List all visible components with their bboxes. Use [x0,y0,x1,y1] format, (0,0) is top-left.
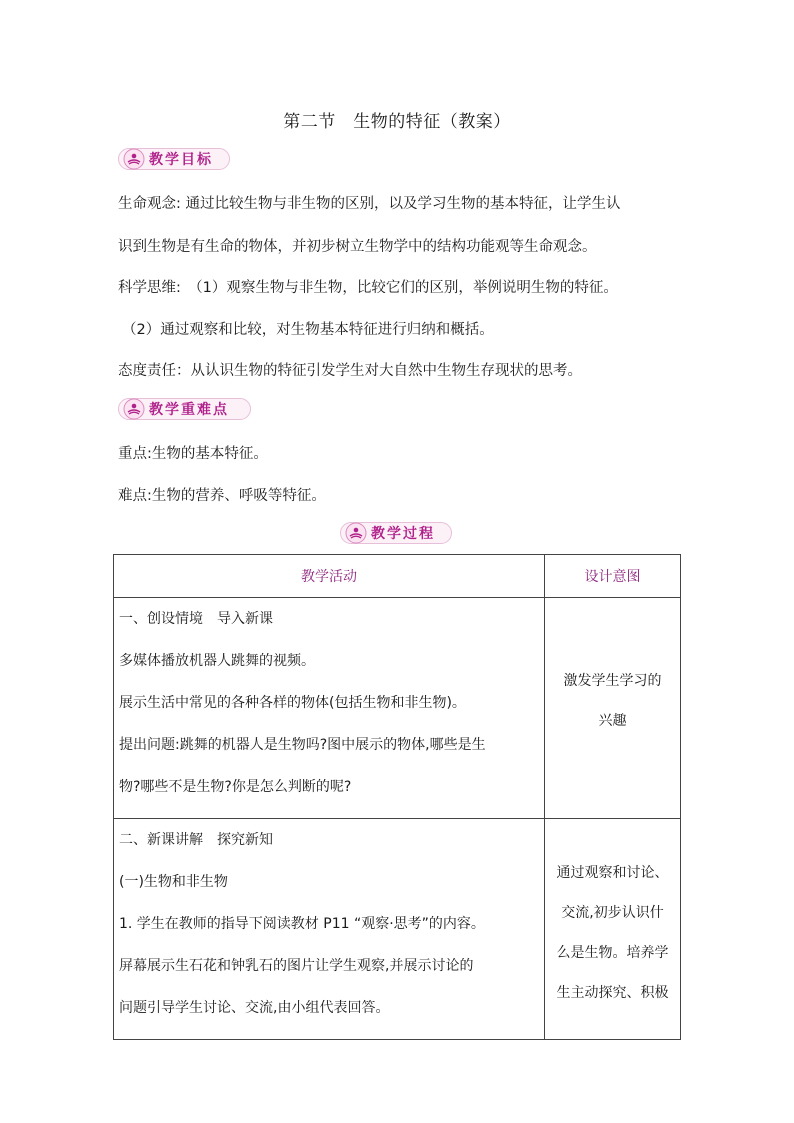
keypoint-difficulty: 难点:生物的营养、呼吸等特征。 [118,488,326,504]
header-intent: 设计意图 [545,555,681,598]
section-badge-label: 教学过程 [371,526,435,542]
intent-line: 交流,初步认识什 [561,905,664,921]
goals-paragraph-4: （2）通过观察和比较，对生物基本特征进行归纳和概括。 [122,322,494,338]
table-row [114,598,681,819]
intent-line: 么是生物。培养学 [556,945,669,961]
section-badge-label: 教学目标 [149,152,213,168]
book-icon [345,522,367,544]
activity-line: 物?哪些不是生物?你是怎么判断的呢? [119,779,352,795]
section-badge-keypoints [118,398,251,420]
table-row [114,819,681,1040]
activity-line: (一)生物和非生物 [119,874,228,890]
intent-cell [545,819,681,1040]
teaching-process-table [113,554,681,1040]
goals-paragraph-1: 生命观念: 通过比较生物与非生物的区别，以及学习生物的基本特征，让学生认 [118,196,621,212]
activity-line: 屏幕展示生石花和钟乳石的图片让学生观察,并展示讨论的 [119,958,474,974]
section-badge-goals [118,148,230,170]
intent-line: 通过观察和讨论、 [556,865,669,881]
activity-line: 二、新课讲解 探究新知 [119,832,273,848]
activity-line: 1. 学生在教师的指导下阅读教材 P11 “观察·思考”的内容。 [119,916,485,932]
activity-line: 问题引导学生讨论、交流,由小组代表回答。 [119,1000,390,1016]
goals-paragraph-2: 识到生物是有生命的物体，并初步树立生物学中的结构功能观等生命观念。 [118,239,597,255]
header-activity: 教学活动 [114,555,545,598]
book-icon [123,398,145,420]
activity-line: 提出问题:跳舞的机器人是生物吗?图中展示的物体,哪些是生 [119,737,486,753]
section-badge-process [340,522,452,544]
activity-line: 展示生活中常见的各种各样的物体(包括生物和非生物)。 [119,695,466,711]
keypoint-focus: 重点:生物的基本特征。 [118,446,268,462]
activity-line: 多媒体播放机器人跳舞的视频。 [119,653,315,669]
activity-cell [114,819,545,1040]
page-title: 第二节 生物的特征（教案） [283,112,511,132]
activity-line: 一、创设情境 导入新课 [119,611,273,627]
section-badge-label: 教学重难点 [149,402,229,418]
activity-cell [114,598,545,819]
goals-paragraph-3: 科学思维: （1）观察生物与非生物，比较它们的区别，举例说明生物的特征。 [118,280,618,296]
intent-line: 激发学生学习的 [563,673,662,689]
intent-cell [545,598,681,819]
goals-paragraph-5: 态度责任：从认识生物的特征引发学生对大自然中生物生存现状的思考。 [118,363,582,379]
book-icon [123,148,145,170]
intent-line: 兴趣 [598,713,627,729]
intent-line: 生主动探究、积极 [556,985,669,1001]
table-header-row [114,555,681,598]
